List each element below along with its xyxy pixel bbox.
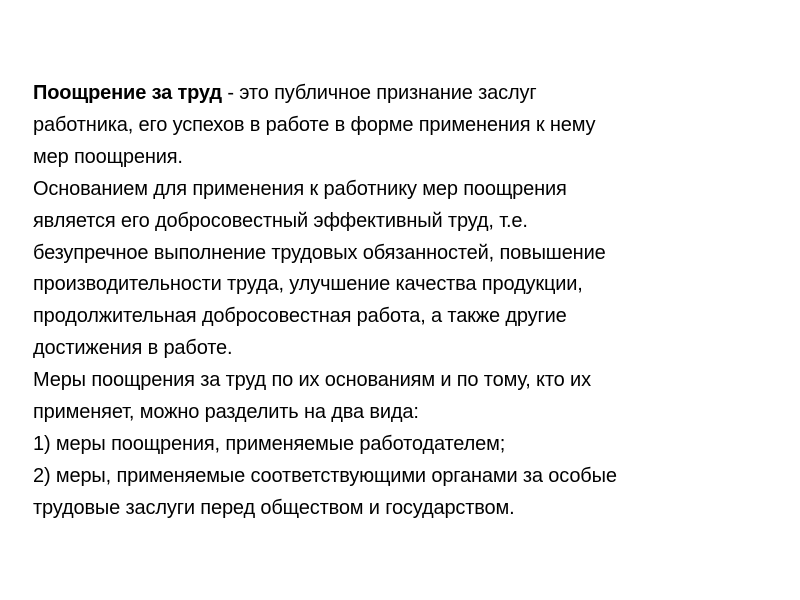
definition-paragraph <box>33 78 778 174</box>
term-heading: Поощрение за труд <box>33 82 222 104</box>
definition-line-2: работника, его успехов в работе в форме применения к нему <box>33 113 596 136</box>
basis-line-1: Основанием для применения к работнику мер поощрения <box>33 177 567 200</box>
basis-line-4: производительности труда, улучшение качества продукции, <box>33 273 583 296</box>
types-item-1: 1) меры поощрения, применяемые работодателем; <box>33 432 506 455</box>
basis-line-3: безупречное выполнение трудовых обязанностей, повышение <box>33 241 606 264</box>
types-line-1: Меры поощрения за труд по их основаниям и по тому, кто их <box>33 369 591 392</box>
slide-text-body <box>33 78 778 525</box>
basis-line-2: является его добросовестный эффективный труд, т.е. <box>33 209 528 232</box>
definition-line-1: - это публичное признание заслуг <box>221 82 537 104</box>
basis-line-5: продолжительная добросовестная работа, а также другие <box>33 305 567 328</box>
definition-line-3: мер поощрения. <box>33 145 183 168</box>
types-line-2: применяет, можно разделить на два вида: <box>33 401 419 424</box>
types-item-2-line-2: трудовые заслуги перед обществом и государством. <box>33 496 515 519</box>
types-paragraph <box>33 365 778 525</box>
types-item-2-line-1: 2) меры, применяемые соответствующими органами за особые <box>33 464 617 487</box>
basis-line-6: достижения в работе. <box>33 337 233 360</box>
basis-paragraph <box>33 174 778 365</box>
